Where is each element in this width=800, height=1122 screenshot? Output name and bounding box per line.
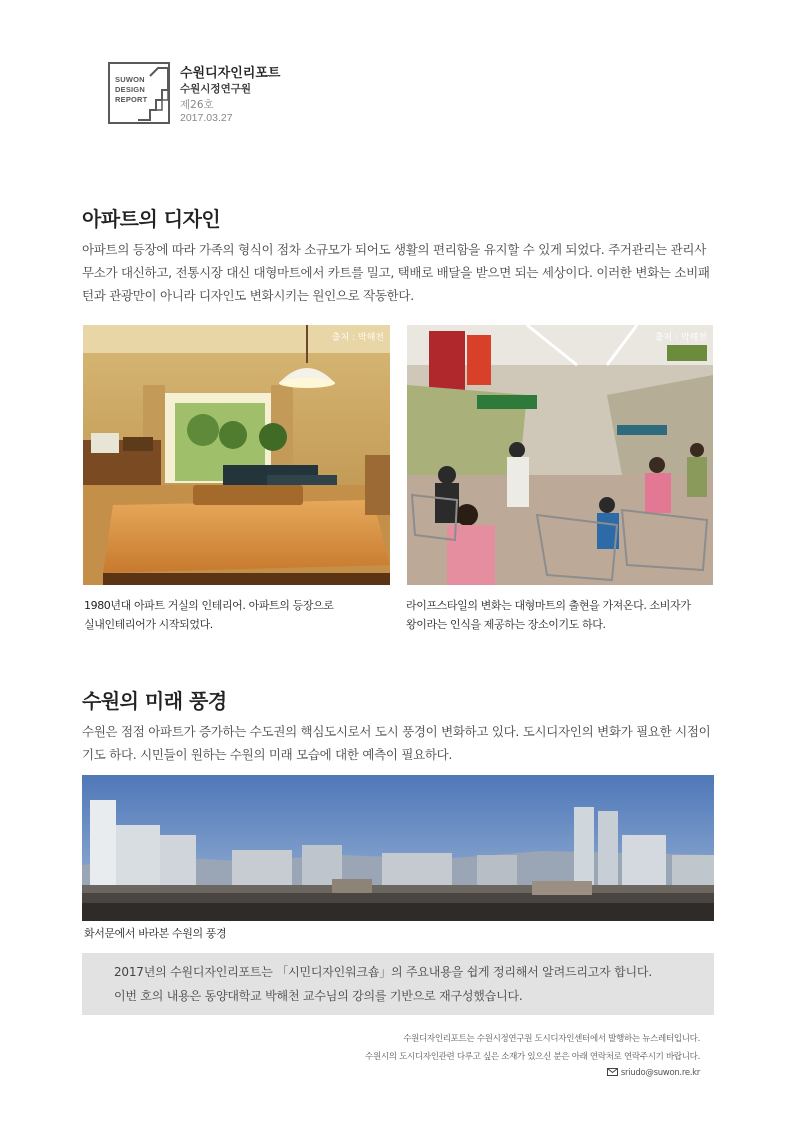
apartment-photo-caption: 1980년대 아파트 거실의 인테리어. 아파트의 등장으로 실내인테리어가 시작되었다. xyxy=(84,599,334,631)
cityscape-illustration xyxy=(82,775,714,921)
suwon-panorama-photo xyxy=(82,775,714,921)
logo-wordmark: SUWON DESIGN REPORT xyxy=(115,75,148,104)
notice-line-1: 2017년의 수원디자인리포트는 「시민디자인워크숍」의 주요내용을 쉽게 정리해서 알려드리고자 합니다. xyxy=(114,965,652,979)
apartment-interior-illustration xyxy=(83,325,390,585)
apartment-interior-photo xyxy=(83,325,390,585)
supermarket-photo xyxy=(407,325,713,585)
section2-paragraph: 수원은 점점 아파트가 증가하는 수도권의 핵심도시로서 도시 풍경이 변화하고 있다. 도시디자인의 변화가 필요한 시점이기도 하다. 시민들이 원하는 수원의 미래 모습에 대한 예측이 필요하다. xyxy=(82,724,711,762)
report-title: 수원디자인리포트 xyxy=(180,66,281,81)
footer-email[interactable] xyxy=(607,1068,700,1078)
section2-heading: 수원의 미래 풍경 xyxy=(82,689,227,713)
photo-credit: 출처 : 박해천 xyxy=(654,333,707,343)
photo-credit: 출처 : 박해천 xyxy=(331,333,384,343)
notice-line-2: 이번 호의 내용은 동양대학교 박해천 교수님의 강의를 기반으로 재구성했습니다. xyxy=(114,989,523,1003)
email-address[interactable]: sriudo@suwon.re.kr xyxy=(620,1068,700,1078)
report-logo xyxy=(108,62,170,124)
footer-publisher-note: 수원디자인리포트는 수원시정연구원 도시디자인센터에서 발행하는 뉴스레터입니다. xyxy=(403,1034,700,1044)
section1-paragraph: 아파트의 등장에 따라 가족의 형식이 점차 소규모가 되어도 생활의 편리함을 유지할 수 있게 되었다. 주거관리는 관리사무소가 대신하고, 전통시장 대신 대형마트에서 카트를 밀고, 택배로 배달을 받으면 되는 세상이다. 이러한 변화는 소비패턴과 관광만이 아니라 디자인도 변화시키는 원인으로 작동한다. xyxy=(82,242,710,303)
issue-number: 제26호 xyxy=(180,99,214,111)
envelope-icon xyxy=(607,1068,618,1076)
supermarket-photo-caption: 라이프스타일의 변화는 대형마트의 출현을 가져온다. 소비자가 왕이라는 인식을 제공하는 장소이기도 하다. xyxy=(406,599,691,631)
section1-heading: 아파트의 디자인 xyxy=(82,207,221,231)
organization-name: 수원시정연구원 xyxy=(180,83,252,95)
issue-date: 2017.03.27 xyxy=(180,112,233,124)
footer-contact-note: 수원시의 도시디자인관련 다루고 싶은 소재가 있으신 분은 아래 연락처로 연락주시기 바랍니다. xyxy=(365,1052,700,1062)
intro-notice-box xyxy=(82,953,714,1015)
supermarket-illustration xyxy=(407,325,713,585)
panorama-caption: 화서문에서 바라본 수원의 풍경 xyxy=(84,927,227,940)
